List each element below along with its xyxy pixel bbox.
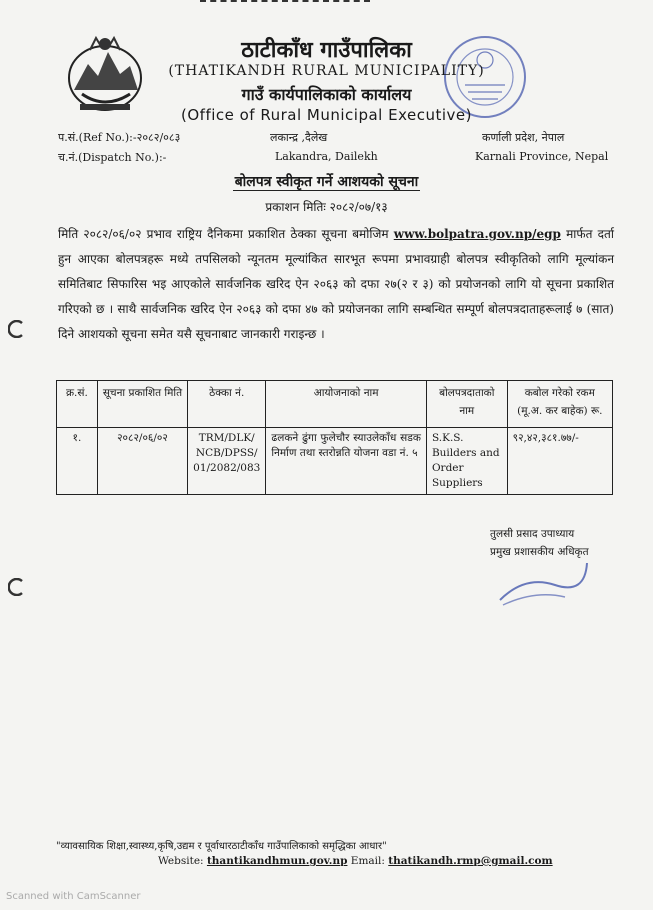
punch-hole-icon [8,578,26,596]
top-cropped-text [200,0,370,6]
cell-bid-amount: ९२,४२,३८१.७७/- [507,428,612,495]
signatory-title: प्रमुख प्रशासकीय अधिकृत [490,546,589,558]
bolpatra-link[interactable]: www.bolpatra.gov.np/egp [393,227,561,241]
signature-stamp-icon [495,555,590,610]
notice-body-part1: मिति २०८२/०६/०२ प्रभाव राष्ट्रिय दैनिकमा प्रकाशित ठेक्का सूचना बमोजिम [58,227,394,241]
footer-slogan: "व्यावसायिक शिक्षा,स्वास्थ्य,कृषि,उद्यम र पूर्वाधारठाटीकाँध गाउँपालिकाको समृद्धिका आधार" [56,841,387,852]
cell-contract-no: TRM/DLK/ NCB/DPSS/ 01/2082/083 [188,428,266,495]
header-project-name: आयोजनाको नाम [266,381,427,428]
location-nepali: लकान्द्र ,दैलेख [270,131,328,144]
office-name-nepali: गाउँ कार्यपालिकाको कार्यालय [241,85,412,104]
header-notice-date: सूचना प्रकाशित मिति [97,381,187,428]
cell-bidder-name: S.K.S. Builders and Order Suppliers [426,428,507,495]
cell-serial: १. [57,428,98,495]
location-english: Lakandra, Dailekh [275,150,378,163]
website-link[interactable]: thantikandhmun.gov.np [206,855,348,867]
bid-table [56,380,613,495]
municipality-name-nepali: ठाटीकाँध गाउँपालिका [241,37,412,63]
footer-contact [158,855,553,867]
cell-notice-date: २०८२/०६/०२ [97,428,187,495]
camscanner-watermark: Scanned with CamScanner [6,891,141,902]
table-row [57,428,613,495]
notice-title [0,172,653,191]
header-serial: क्र.सं. [57,381,98,428]
notice-body [58,222,614,347]
punch-hole-icon [8,320,26,338]
province-english: Karnali Province, Nepal [475,150,609,163]
email-label: Email: [347,855,389,867]
province-nepali: कर्णाली प्रदेश, नेपाल [482,131,565,144]
municipality-name-english: (THATIKANDH RURAL MUNICIPALITY) [168,63,485,79]
cell-project-name: ढलकने ढुंगा फुलेचौर स्याउलेकाँध सडक निर्माण तथा स्तरोन्नति योजना वडा नं. ५ [266,428,427,495]
notice-title-text: बोलपत्र स्वीकृत गर्ने आशयको सूचना [234,174,419,190]
header-contract-no: ठेक्का नं. [188,381,266,428]
office-name-english: (Office of Rural Municipal Executive) [181,106,472,124]
header-bid-amount: कबोल गरेको रकम (मू.अ. कर बाहेक) रू. [507,381,612,428]
dispatch-number: च.नं.(Dispatch No.):- [58,151,167,164]
email-link[interactable]: thatikandh.rmp@gmail.com [388,855,553,867]
notice-body-part2: मार्फत दर्ता हुन आएका बोलपत्रहरू मध्ये तपसिलको न्यूनतम मूल्यांकित सारभूत रूपमा प्रभावग्राही बोलपत्र स्वीकृतिको लागि मूल्यांकन समितिबाट सिफारिस भइ आएकोले सार्वजनिक खरिद ऐन २०६३ को दफा २७(२ र ३) को प्रयोजनको लागि यो सूचना प्रकाशित गरिएको छ । साथै सार्वजनिक खरिद ऐन २०६३ को दफा ४७ को प्रयोजनका लागि सम्बन्धित सम्पूर्ण बोलपत्रदाताहरूलाई ७ (सात) दिने आशयको सूचना समेत यसै सूचनाबाट जानकारी गराइन्छ । [58,227,614,341]
ref-number [58,130,180,145]
signatory-name: तुलसी प्रसाद उपाध्याय [490,528,575,540]
header-bidder-name: बोलपत्रदाताको नाम [426,381,507,428]
ref-value: २०८२/०८३ [136,131,181,144]
table-header-row [57,381,613,428]
ref-label: प.सं.(Ref No.):- [58,131,137,144]
website-label: Website: [158,855,207,867]
publication-date: प्रकाशन मितिः २०८२/०७/१३ [265,200,388,214]
